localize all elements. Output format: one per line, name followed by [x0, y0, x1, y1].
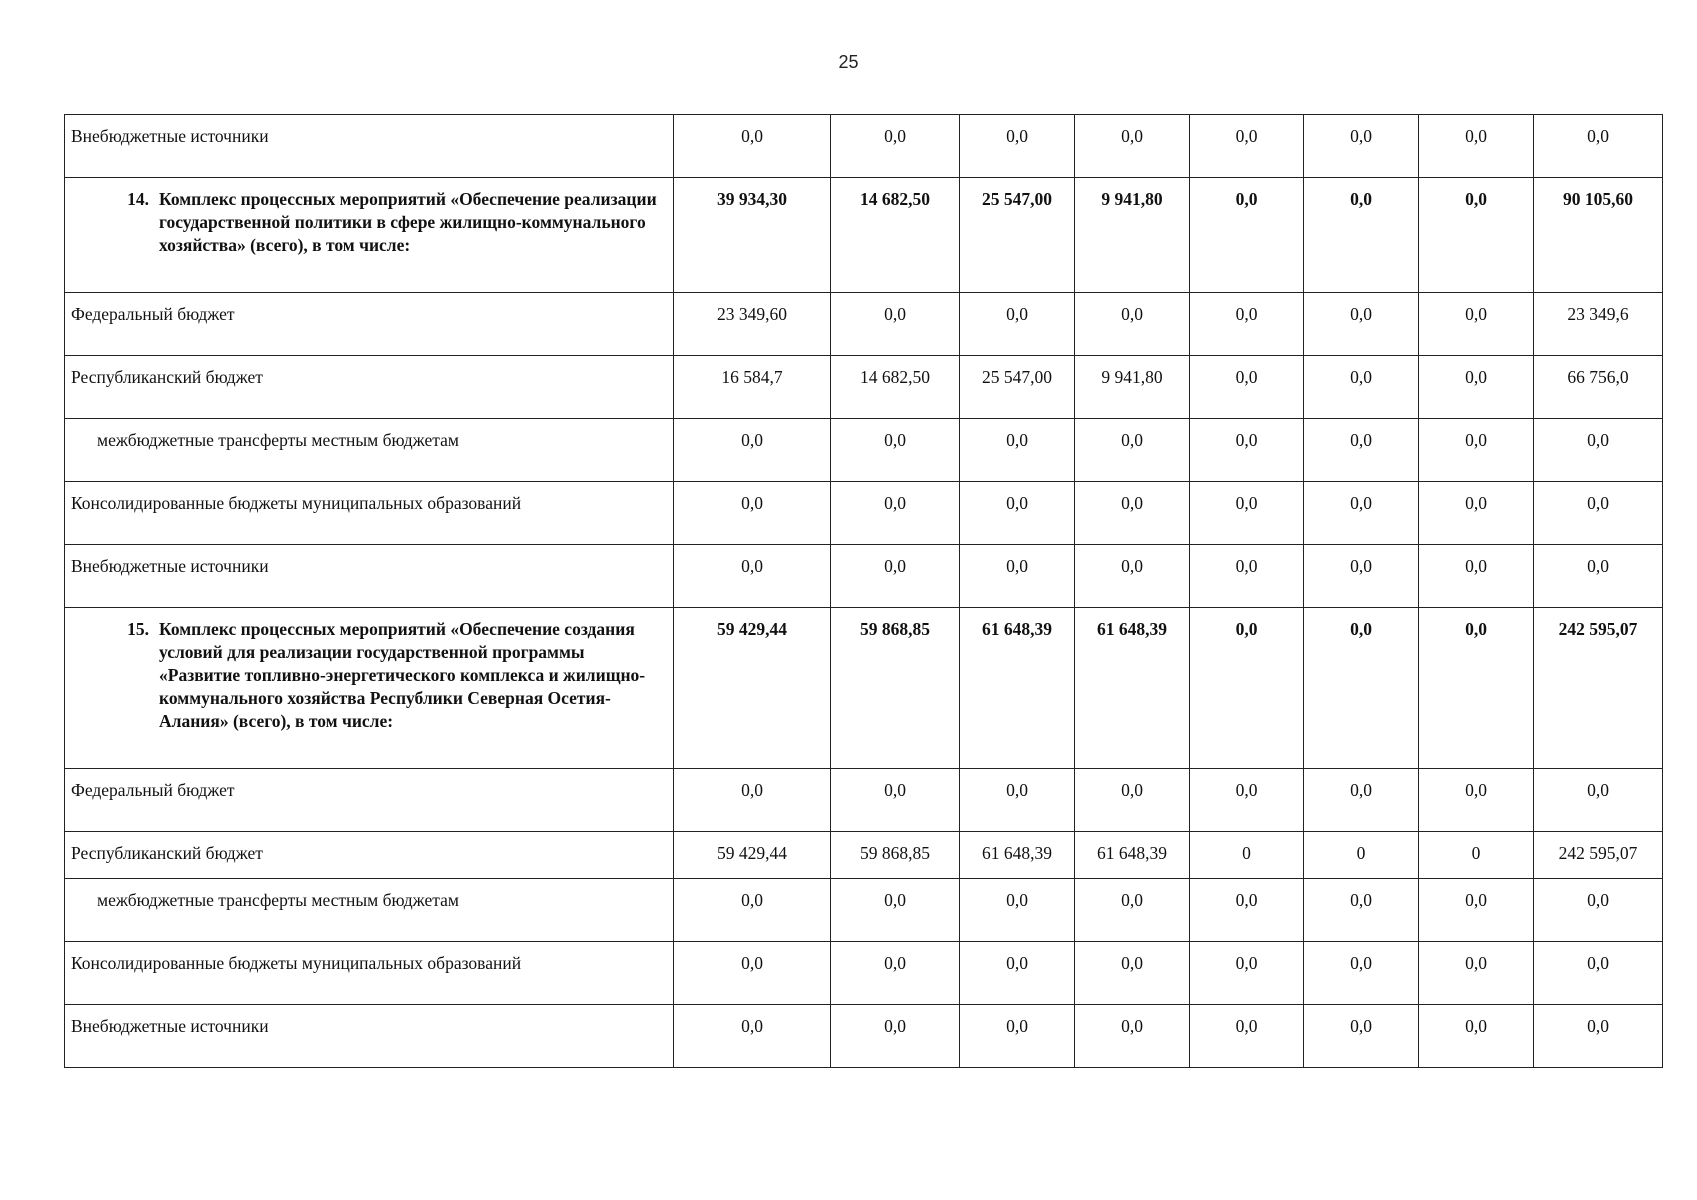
- cell-value: 0,0: [1190, 115, 1304, 178]
- cell-value: 0,0: [674, 1005, 831, 1068]
- cell-value: 0,0: [1419, 545, 1534, 608]
- cell-value: 0,0: [1304, 115, 1419, 178]
- cell-value: 0,0: [1419, 879, 1534, 942]
- cell-value: 0,0: [674, 419, 831, 482]
- cell-value: 23 349,60: [674, 293, 831, 356]
- cell-value: 0,0: [960, 482, 1075, 545]
- cell-value: 0,0: [674, 545, 831, 608]
- budget-table: [64, 114, 1663, 1068]
- cell-value: 0,0: [1419, 115, 1534, 178]
- table-row: [65, 769, 1663, 832]
- cell-value: 0,0: [1304, 293, 1419, 356]
- cell-value: 0,0: [960, 115, 1075, 178]
- cell-value: 0,0: [1190, 419, 1304, 482]
- table-row: [65, 942, 1663, 1005]
- cell-value: 0,0: [1419, 419, 1534, 482]
- cell-value: 0,0: [960, 419, 1075, 482]
- cell-value: 0: [1304, 832, 1419, 879]
- row-label: Федеральный бюджет: [65, 769, 674, 832]
- cell-value: 25 547,00: [960, 356, 1075, 419]
- cell-value: 242 595,07: [1534, 832, 1663, 879]
- table-row: [65, 356, 1663, 419]
- cell-value: 242 595,07: [1534, 608, 1663, 769]
- cell-value: 25 547,00: [960, 178, 1075, 293]
- cell-value: 0,0: [831, 482, 960, 545]
- cell-value: 9 941,80: [1075, 356, 1190, 419]
- cell-value: 0,0: [831, 942, 960, 1005]
- cell-value: 0,0: [831, 1005, 960, 1068]
- cell-value: 9 941,80: [1075, 178, 1190, 293]
- cell-value: 0,0: [1075, 293, 1190, 356]
- cell-value: 0,0: [1075, 879, 1190, 942]
- cell-value: 0: [1190, 832, 1304, 879]
- cell-value: 39 934,30: [674, 178, 831, 293]
- cell-value: 0,0: [1304, 356, 1419, 419]
- cell-value: 0,0: [1419, 482, 1534, 545]
- cell-value: 0,0: [1190, 769, 1304, 832]
- cell-value: 0,0: [1534, 879, 1663, 942]
- cell-value: 0,0: [1304, 1005, 1419, 1068]
- row-label: межбюджетные трансферты местным бюджетам: [65, 419, 674, 482]
- item-title: Комплекс процессных мероприятий «Обеспечение создания условий для реализации государственной программы «Развитие топливно-энергетического комплекса и жилищно-коммунального хозяйства Республики Северная Осетия-Алания» (всего), в том числе:: [159, 619, 646, 731]
- cell-value: 0,0: [831, 419, 960, 482]
- cell-value: 0,0: [831, 545, 960, 608]
- cell-value: 0,0: [1419, 178, 1534, 293]
- cell-value: 0,0: [1075, 482, 1190, 545]
- page-number: 25: [838, 52, 859, 72]
- cell-value: 0,0: [1534, 545, 1663, 608]
- cell-value: 90 105,60: [1534, 178, 1663, 293]
- cell-value: 0,0: [1190, 879, 1304, 942]
- cell-value: 0,0: [674, 115, 831, 178]
- cell-value: 0,0: [1190, 293, 1304, 356]
- table-row: [65, 482, 1663, 545]
- cell-value: 0,0: [1534, 482, 1663, 545]
- cell-value: 0,0: [1075, 545, 1190, 608]
- cell-value: 0,0: [960, 942, 1075, 1005]
- cell-value: 59 429,44: [674, 832, 831, 879]
- cell-value: 0,0: [1075, 769, 1190, 832]
- table-row-section: [65, 608, 1663, 769]
- row-label: Внебюджетные источники: [65, 115, 674, 178]
- cell-value: 0,0: [1534, 1005, 1663, 1068]
- cell-value: 59 868,85: [831, 608, 960, 769]
- row-label: Внебюджетные источники: [65, 545, 674, 608]
- cell-value: 0,0: [1075, 115, 1190, 178]
- cell-value: 0,0: [1304, 419, 1419, 482]
- cell-value: 0,0: [1075, 419, 1190, 482]
- cell-value: 0,0: [831, 293, 960, 356]
- cell-value: 0,0: [1534, 769, 1663, 832]
- row-label: Внебюджетные источники: [65, 1005, 674, 1068]
- table-row: [65, 832, 1663, 879]
- cell-value: 0,0: [831, 115, 960, 178]
- table-row: [65, 419, 1663, 482]
- cell-value: 0,0: [1419, 1005, 1534, 1068]
- cell-value: 0,0: [1190, 608, 1304, 769]
- cell-value: 0,0: [1534, 115, 1663, 178]
- cell-value: 61 648,39: [1075, 832, 1190, 879]
- cell-value: 0,0: [1304, 608, 1419, 769]
- cell-value: 0,0: [1419, 293, 1534, 356]
- cell-value: 66 756,0: [1534, 356, 1663, 419]
- cell-value: 0,0: [831, 879, 960, 942]
- cell-value: 0,0: [1419, 942, 1534, 1005]
- cell-value: 0,0: [674, 769, 831, 832]
- cell-value: 0,0: [1190, 1005, 1304, 1068]
- table-row: [65, 1005, 1663, 1068]
- section-label-cell: [65, 608, 674, 769]
- cell-value: 0,0: [1534, 942, 1663, 1005]
- cell-value: 0,0: [1304, 178, 1419, 293]
- row-label: Консолидированные бюджеты муниципальных образований: [65, 482, 674, 545]
- table-row: [65, 293, 1663, 356]
- cell-value: 0,0: [1190, 545, 1304, 608]
- cell-value: 0,0: [1534, 419, 1663, 482]
- cell-value: 0,0: [1304, 879, 1419, 942]
- cell-value: 61 648,39: [960, 608, 1075, 769]
- row-label: межбюджетные трансферты местным бюджетам: [65, 879, 674, 942]
- cell-value: 0,0: [1190, 356, 1304, 419]
- cell-value: 0,0: [960, 293, 1075, 356]
- cell-value: 61 648,39: [960, 832, 1075, 879]
- row-label: Республиканский бюджет: [65, 356, 674, 419]
- table-row-section: [65, 178, 1663, 293]
- cell-value: 23 349,6: [1534, 293, 1663, 356]
- row-label: Федеральный бюджет: [65, 293, 674, 356]
- cell-value: 0,0: [1304, 769, 1419, 832]
- table-row: [65, 545, 1663, 608]
- cell-value: 0,0: [1190, 178, 1304, 293]
- cell-value: 0,0: [960, 769, 1075, 832]
- cell-value: 59 868,85: [831, 832, 960, 879]
- section-label-cell: [65, 178, 674, 293]
- row-label: Республиканский бюджет: [65, 832, 674, 879]
- cell-value: 0,0: [674, 482, 831, 545]
- cell-value: 61 648,39: [1075, 608, 1190, 769]
- cell-value: 0,0: [960, 545, 1075, 608]
- cell-value: 0,0: [1190, 942, 1304, 1005]
- cell-value: 0,0: [1419, 769, 1534, 832]
- cell-value: 0,0: [1419, 356, 1534, 419]
- cell-value: 0,0: [1304, 545, 1419, 608]
- cell-value: 0,0: [674, 879, 831, 942]
- cell-value: 0,0: [960, 879, 1075, 942]
- table-row: [65, 115, 1663, 178]
- cell-value: 0,0: [1304, 942, 1419, 1005]
- cell-value: 0,0: [674, 942, 831, 1005]
- cell-value: 0,0: [1190, 482, 1304, 545]
- cell-value: 0,0: [831, 769, 960, 832]
- cell-value: 59 429,44: [674, 608, 831, 769]
- cell-value: 0,0: [1075, 942, 1190, 1005]
- cell-value: 0,0: [1419, 608, 1534, 769]
- cell-value: 0,0: [960, 1005, 1075, 1068]
- cell-value: 0,0: [1304, 482, 1419, 545]
- cell-value: 14 682,50: [831, 178, 960, 293]
- row-label: Консолидированные бюджеты муниципальных образований: [65, 942, 674, 1005]
- cell-value: 14 682,50: [831, 356, 960, 419]
- cell-value: 0: [1419, 832, 1534, 879]
- cell-value: 16 584,7: [674, 356, 831, 419]
- item-number: 14.: [127, 189, 149, 209]
- item-number: 15.: [127, 619, 149, 639]
- item-title: Комплекс процессных мероприятий «Обеспечение реализации государственной политики в сфере жилищно-коммунального хозяйства» (всего), в том числе:: [159, 189, 657, 255]
- cell-value: 0,0: [1075, 1005, 1190, 1068]
- table-row: [65, 879, 1663, 942]
